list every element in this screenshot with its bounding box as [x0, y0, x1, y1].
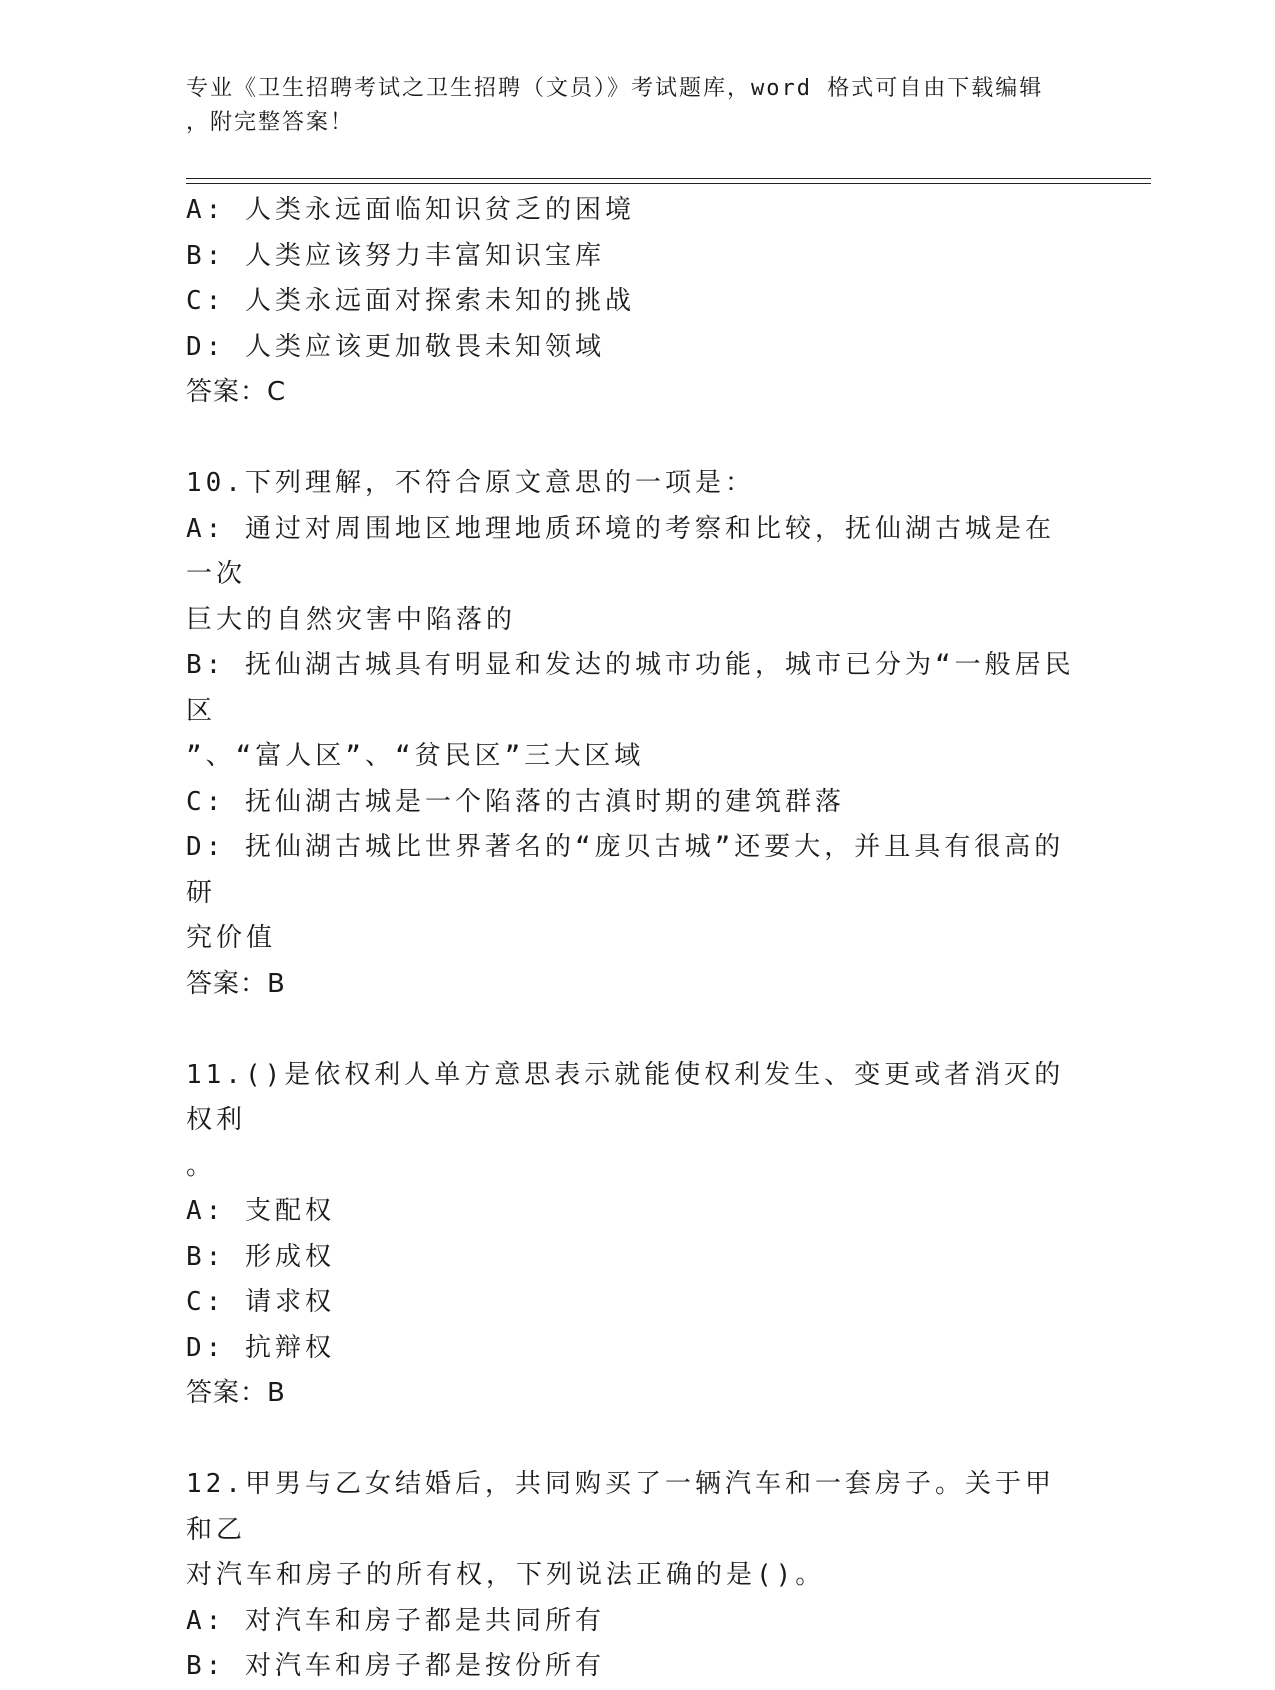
option-d: D: 抗辩权 [186, 1332, 335, 1363]
answer-line: 答案：B [186, 1378, 286, 1408]
document-header [186, 72, 1066, 140]
option-b: B: 对汽车和房子都是按份所有 [186, 1651, 605, 1681]
option-d: D: 人类应该更加敬畏未知领域 [186, 331, 605, 362]
question-content [186, 188, 1076, 1690]
option-c: C: 请求权 [186, 1287, 335, 1317]
header-divider-top [186, 178, 1151, 179]
spacer [186, 1417, 1076, 1463]
question-12 [186, 1462, 1076, 1690]
option-a: A: 通过对周围地区地理地质环境的考察和比较，抚仙湖古城是在一次 [186, 513, 1055, 589]
header-line-1: 专业《卫生招聘考试之卫生招聘（文员）》考试题库，word 格式可自由下载编辑 [186, 76, 1044, 101]
question-stem-continued: 。 [186, 1150, 217, 1181]
option-d: D: 抚仙湖古城比世界著名的“庞贝古城”还要大，并且具有很高的研 [186, 832, 1065, 908]
option-d-continued: 究价值 [186, 923, 277, 953]
question-stem: 10.下列理解，不符合原文意思的一项是： [186, 468, 755, 498]
option-b: B: 人类应该努力丰富知识宝库 [186, 240, 605, 271]
question-9-tail [186, 188, 1076, 416]
option-c: C: 抚仙湖古城是一个陷落的古滇时期的建筑群落 [186, 786, 845, 817]
option-b: B: 形成权 [186, 1241, 335, 1272]
option-c: C: 人类永远面对探索未知的挑战 [186, 286, 635, 316]
option-a: A: 对汽车和房子都是共同所有 [186, 1605, 605, 1636]
question-stem: 12.甲男与乙女结婚后，共同购买了一辆汽车和一套房子。关于甲和乙 [186, 1469, 1055, 1545]
option-b: B: 抚仙湖古城具有明显和发达的城市功能，城市已分为“一般居民区 [186, 650, 1075, 726]
spacer [186, 1007, 1076, 1053]
question-stem-continued: 对汽车和房子的所有权，下列说法正确的是()。 [186, 1560, 826, 1590]
spacer [186, 416, 1076, 462]
option-b-continued: ”、“富人区”、“贫民区”三大区域 [186, 741, 645, 771]
question-11 [186, 1053, 1076, 1417]
option-a: A: 人类永远面临知识贫乏的困境 [186, 195, 635, 225]
header-divider-bottom [186, 183, 1151, 184]
header-line-2: ，附完整答案！ [186, 110, 355, 135]
option-a-continued: 巨大的自然灾害中陷落的 [186, 604, 517, 635]
answer-line: 答案：B [186, 968, 286, 999]
option-a: A: 支配权 [186, 1196, 335, 1226]
answer-line: 答案：C [186, 377, 287, 407]
question-10 [186, 461, 1076, 1007]
question-stem: 11.()是依权利人单方意思表示就能使权利发生、变更或者消灭的权利 [186, 1059, 1065, 1135]
